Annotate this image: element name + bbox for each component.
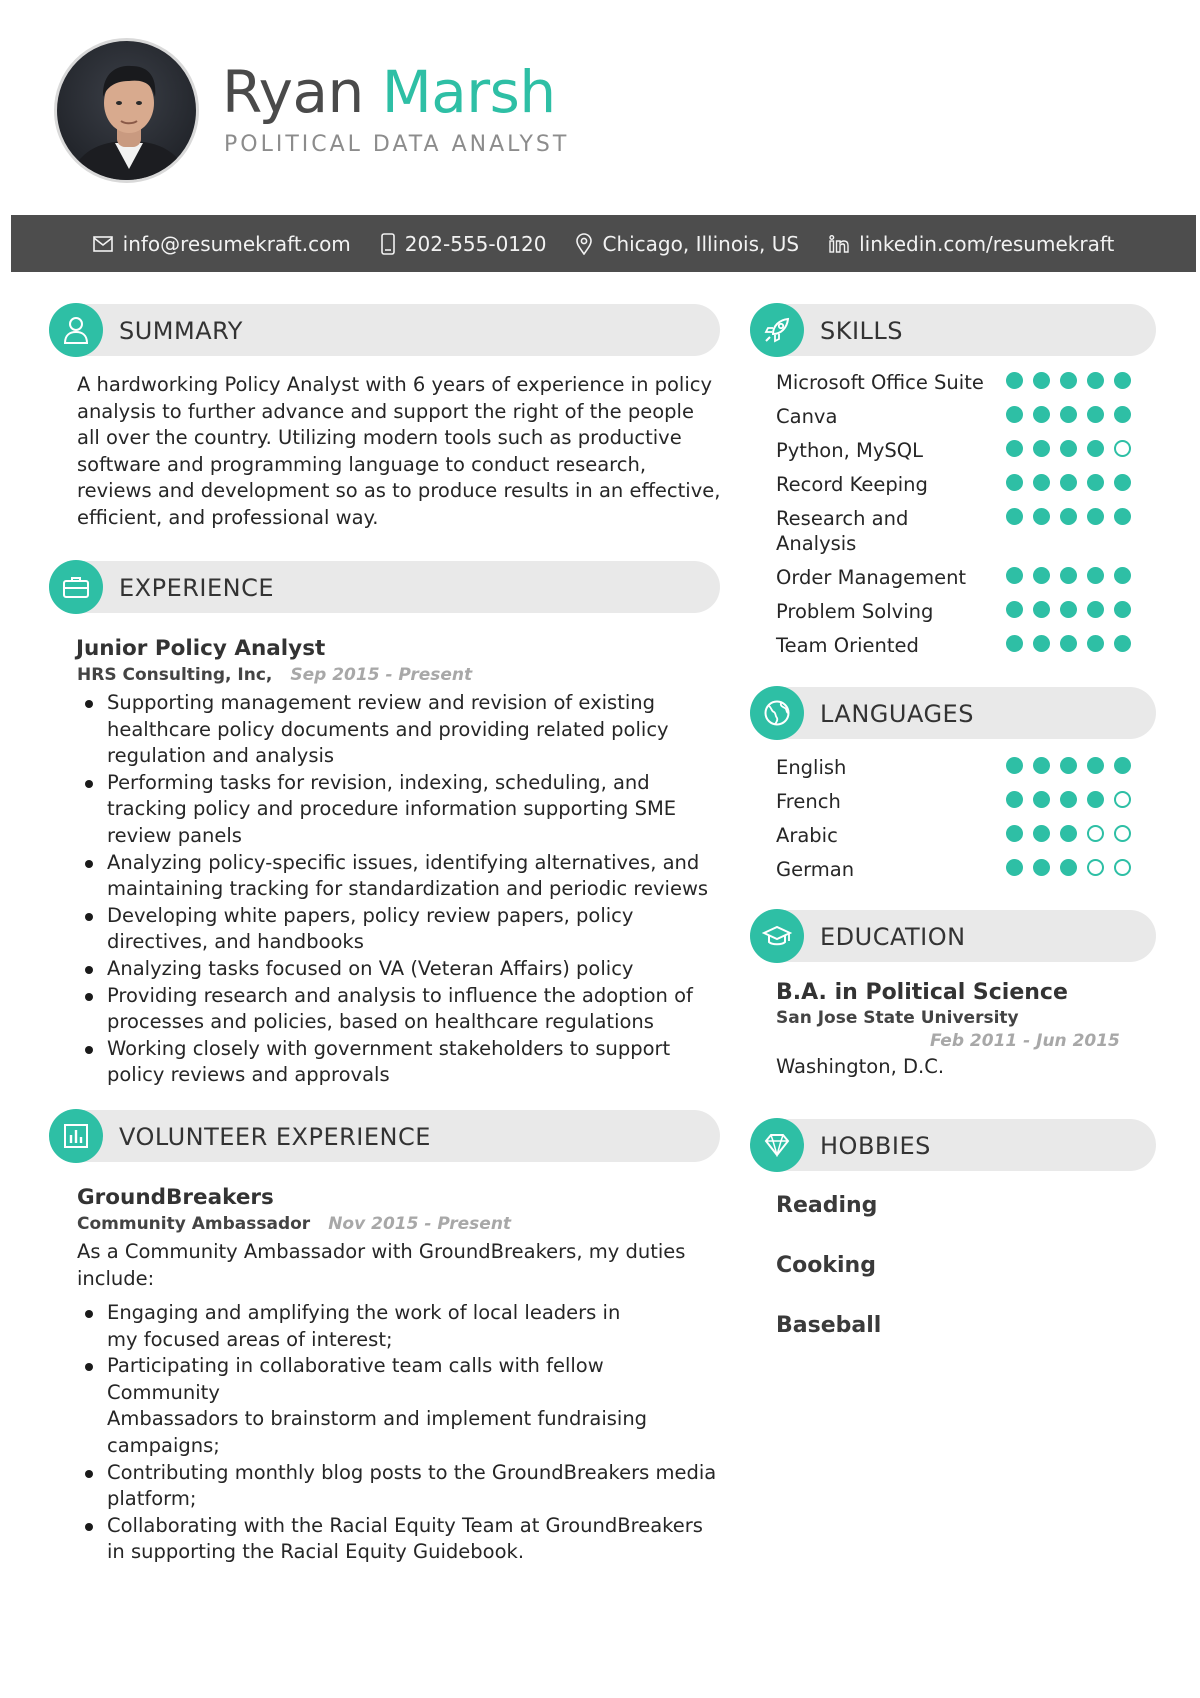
bullet-item [79, 956, 719, 983]
bullet-line: Ambassadors to brainstorm and implement fundraising [107, 1407, 648, 1431]
volunteer-intro-line: include: [77, 1266, 155, 1290]
education-heading [750, 910, 1156, 962]
email-text: info@resumekraft.com [122, 231, 351, 256]
skills-heading [750, 304, 1156, 356]
bullet-item [79, 1513, 719, 1566]
volunteer-dates: Nov 2015 - Present [328, 1214, 512, 1234]
summary-line: software and programming language to conduct research, [77, 452, 647, 476]
rating-dot-filled [1006, 474, 1023, 491]
linkedin-text: linkedin.com/resumekraft [859, 231, 1115, 256]
volunteer-title: VOLUNTEER EXPERIENCE [119, 1123, 431, 1151]
languages-rating-dots [1006, 791, 1131, 808]
skills-rating-dots [1006, 635, 1131, 652]
skills-row [776, 506, 1131, 556]
rating-dot-empty [1114, 859, 1131, 876]
summary-line: reviews and development so as to produce results in an effective, [77, 479, 721, 502]
rating-dot-filled [1087, 508, 1104, 525]
languages-row [776, 823, 1131, 848]
skills-rating-dots [1006, 372, 1131, 389]
bullet-line: in supporting the Racial Equity Guidebook. [107, 1540, 525, 1564]
bullet-item [79, 1353, 719, 1459]
bullet-line: campaigns; [107, 1433, 220, 1457]
skills-label [776, 370, 986, 395]
experience-dates: Sep 2015 - Present [290, 665, 473, 685]
phone-text: 202-555-0120 [404, 231, 547, 256]
hobbies-title: HOBBIES [820, 1132, 931, 1160]
rating-dot-filled [1060, 474, 1077, 491]
profile-photo [54, 38, 199, 183]
experience-org-line [77, 665, 472, 685]
summary-icon-badge [49, 303, 103, 357]
bullet-line: policy reviews and approvals [107, 1063, 390, 1087]
map-pin-icon [576, 233, 592, 255]
languages-rating-dots [1006, 825, 1131, 842]
bullet-line: maintaining tracking for standardization and periodic reviews [107, 877, 709, 901]
rating-dot-filled [1006, 567, 1023, 584]
contact-location [576, 232, 799, 256]
skills-title: SKILLS [820, 317, 904, 345]
experience-bullet-list [79, 690, 719, 1089]
bullet-line: directives, and handbooks [107, 930, 364, 954]
rating-dot-filled [1033, 859, 1050, 876]
contact-linkedin[interactable] [829, 232, 1114, 256]
rating-dot-filled [1006, 508, 1023, 525]
education-location: Washington, D.C. [776, 1055, 945, 1078]
skills-row [776, 404, 1131, 429]
education-title: EDUCATION [820, 923, 966, 951]
skills-rating-dots [1006, 508, 1131, 525]
briefcase-icon [62, 575, 90, 599]
summary-heading [49, 304, 720, 356]
bullet-line: Performing tasks for revision, indexing, scheduling, and [107, 770, 650, 794]
envelope-icon [93, 236, 113, 252]
rating-dot-filled [1060, 635, 1077, 652]
bullet-line: Analyzing policy-specific issues, identifying alternatives, and [107, 850, 700, 874]
skills-label [776, 438, 986, 463]
resume-header [0, 0, 1200, 215]
skills-label [776, 404, 986, 429]
skills-row [776, 633, 1131, 658]
volunteer-bullet-list [79, 1300, 719, 1566]
languages-label-line: German [776, 858, 855, 881]
rating-dot-filled [1087, 440, 1104, 457]
last-name: Marsh [381, 58, 556, 126]
skills-row [776, 565, 1131, 590]
skills-label-line: Canva [776, 405, 838, 428]
volunteer-intro-line: As a Community Ambassador with GroundBreakers, my duties [77, 1240, 686, 1263]
bullet-line: Contributing monthly blog posts to the GroundBreakers media [107, 1460, 717, 1484]
experience-company: HRS Consulting, Inc, [77, 665, 273, 685]
rating-dot-filled [1087, 372, 1104, 389]
bullet-line: Providing research and analysis to influence the adoption of [107, 983, 693, 1007]
location-text: Chicago, Illinois, US [602, 231, 800, 256]
education-dates: Feb 2011 - Jun 2015 [930, 1031, 1120, 1051]
bullet-line: processes and policies, based on healthcare regulations [107, 1010, 654, 1034]
rating-dot-filled [1033, 635, 1050, 652]
summary-title: SUMMARY [119, 317, 243, 345]
phone-icon [381, 233, 395, 255]
graduation-cap-icon [762, 924, 792, 948]
skills-row [776, 438, 1131, 463]
rating-dot-filled [1114, 372, 1131, 389]
experience-heading [49, 561, 720, 613]
rocket-icon [763, 316, 791, 344]
rating-dot-filled [1033, 601, 1050, 618]
bullet-line: Developing white papers, policy review papers, policy [107, 903, 634, 927]
rating-dot-filled [1033, 567, 1050, 584]
education-icon-badge [750, 909, 804, 963]
bullet-line: regulation and analysis [107, 744, 335, 768]
languages-title: LANGUAGES [820, 700, 974, 728]
summary-line: all over the country. Utilizing modern tools such as productive [77, 426, 682, 449]
languages-label [776, 857, 986, 882]
rating-dot-filled [1114, 757, 1131, 774]
rating-dot-filled [1060, 757, 1077, 774]
rating-dot-filled [1033, 825, 1050, 842]
skills-row [776, 599, 1131, 624]
bullet-item [79, 850, 719, 903]
skills-label-line: Analysis [776, 532, 857, 555]
volunteer-org-line [77, 1214, 511, 1234]
summary-line: analysis to further advance and support the right of the people [77, 399, 694, 423]
summary-line: efficient, and professional way. [77, 505, 379, 529]
hobby-item: Baseball [776, 1313, 882, 1338]
skills-label [776, 565, 986, 590]
volunteer-org: GroundBreakers [77, 1185, 274, 1210]
skills-label [776, 506, 986, 556]
rating-dot-filled [1060, 791, 1077, 808]
skills-row [776, 472, 1131, 497]
languages-row [776, 789, 1131, 814]
rating-dot-filled [1006, 601, 1023, 618]
rating-dot-empty [1114, 791, 1131, 808]
rating-dot-filled [1114, 601, 1131, 618]
rating-dot-filled [1114, 567, 1131, 584]
rating-dot-filled [1114, 508, 1131, 525]
chart-icon [63, 1123, 89, 1149]
rating-dot-filled [1060, 406, 1077, 423]
skills-label [776, 633, 986, 658]
experience-role: Junior Policy Analyst [76, 636, 326, 661]
skills-rating-dots [1006, 440, 1131, 457]
languages-label [776, 789, 986, 814]
languages-label [776, 755, 986, 780]
rating-dot-filled [1087, 474, 1104, 491]
summary-line: A hardworking Policy Analyst with 6 years of experience in policy [77, 373, 713, 396]
rating-dot-filled [1060, 567, 1077, 584]
skills-rating-dots [1006, 406, 1131, 423]
rating-dot-filled [1060, 508, 1077, 525]
languages-heading [750, 687, 1156, 739]
rating-dot-empty [1087, 825, 1104, 842]
volunteer-intro [77, 1239, 685, 1292]
bullet-line: tracking policy and procedure information supporting SME [107, 797, 677, 821]
first-name: Ryan [222, 58, 364, 126]
rating-dot-filled [1087, 601, 1104, 618]
rating-dot-filled [1060, 859, 1077, 876]
bullet-line: Participating in collaborative team calls with fellow Community [107, 1354, 604, 1404]
bullet-item [79, 903, 719, 956]
languages-icon-badge [750, 686, 804, 740]
rating-dot-filled [1006, 757, 1023, 774]
languages-label-line: Arabic [776, 824, 838, 847]
bullet-line: review panels [107, 823, 242, 847]
languages-rating-dots [1006, 757, 1131, 774]
rating-dot-filled [1033, 474, 1050, 491]
linkedin-icon [829, 235, 849, 253]
rating-dot-filled [1006, 406, 1023, 423]
languages-label [776, 823, 986, 848]
bullet-item [79, 770, 719, 850]
rating-dot-filled [1033, 757, 1050, 774]
rating-dot-filled [1033, 508, 1050, 525]
skills-label-line: Record Keeping [776, 473, 928, 496]
skills-rating-dots [1006, 567, 1131, 584]
rating-dot-empty [1087, 859, 1104, 876]
user-icon [63, 316, 89, 344]
rating-dot-filled [1060, 825, 1077, 842]
rating-dot-filled [1006, 825, 1023, 842]
bullet-item [79, 1300, 719, 1353]
contact-phone[interactable] [381, 232, 547, 256]
rating-dot-filled [1060, 440, 1077, 457]
skills-rating-dots [1006, 601, 1131, 618]
hobby-item: Reading [776, 1193, 878, 1218]
rating-dot-filled [1087, 635, 1104, 652]
bullet-line: Collaborating with the Racial Equity Team at GroundBreakers [107, 1513, 703, 1537]
rating-dot-filled [1087, 567, 1104, 584]
rating-dot-filled [1087, 757, 1104, 774]
summary-text [77, 372, 720, 531]
skills-icon-badge [750, 303, 804, 357]
skills-label-line: Microsoft Office Suite [776, 371, 984, 394]
job-title: POLITICAL DATA ANALYST [224, 132, 570, 157]
rating-dot-filled [1114, 635, 1131, 652]
bullet-item [79, 1036, 719, 1089]
rating-dot-filled [1060, 372, 1077, 389]
rating-dot-filled [1087, 791, 1104, 808]
diamond-icon [763, 1133, 791, 1157]
rating-dot-empty [1114, 440, 1131, 457]
skills-label-line: Problem Solving [776, 600, 934, 623]
bullet-line: Engaging and amplifying the work of local leaders in [107, 1301, 621, 1324]
bullet-line: Supporting management review and revision of existing [107, 691, 656, 714]
hobbies-icon-badge [750, 1118, 804, 1172]
rating-dot-filled [1033, 440, 1050, 457]
volunteer-role: Community Ambassador [77, 1214, 311, 1234]
skills-label-line: Python, MySQL [776, 439, 923, 462]
skills-rating-dots [1006, 474, 1131, 491]
skills-label [776, 472, 986, 497]
languages-row [776, 857, 1131, 882]
contact-email[interactable] [93, 232, 351, 256]
rating-dot-filled [1114, 406, 1131, 423]
bullet-line: my focused areas of interest; [107, 1327, 393, 1351]
bullet-item [79, 983, 719, 1036]
education-degree: B.A. in Political Science [776, 980, 1068, 1005]
bullet-item [79, 1460, 719, 1513]
hobbies-heading [750, 1119, 1156, 1171]
volunteer-heading [49, 1110, 720, 1162]
bullet-line: healthcare policy documents and providing related policy [107, 717, 669, 741]
globe-icon [763, 699, 791, 727]
languages-row [776, 755, 1131, 780]
rating-dot-filled [1006, 372, 1023, 389]
languages-label-line: English [776, 756, 847, 779]
rating-dot-filled [1006, 440, 1023, 457]
rating-dot-filled [1114, 474, 1131, 491]
bullet-line: Working closely with government stakeholders to support [107, 1036, 671, 1060]
rating-dot-filled [1006, 859, 1023, 876]
languages-label-line: French [776, 790, 841, 813]
skills-label [776, 599, 986, 624]
portrait-icon [57, 41, 199, 183]
rating-dot-filled [1033, 372, 1050, 389]
contact-bar [11, 215, 1196, 272]
skills-label-line: Research and [776, 507, 909, 530]
volunteer-icon-badge [49, 1109, 103, 1163]
rating-dot-filled [1033, 406, 1050, 423]
rating-dot-filled [1006, 635, 1023, 652]
experience-title: EXPERIENCE [119, 574, 275, 602]
rating-dot-filled [1087, 406, 1104, 423]
bullet-line: Analyzing tasks focused on VA (Veteran Affairs) policy [107, 956, 634, 980]
bullet-item [79, 690, 719, 770]
rating-dot-filled [1060, 601, 1077, 618]
rating-dot-empty [1114, 825, 1131, 842]
hobby-item: Cooking [776, 1253, 876, 1278]
skills-row [776, 370, 1131, 395]
education-school: San Jose State University [776, 1008, 1019, 1028]
skills-label-line: Team Oriented [776, 634, 919, 657]
rating-dot-filled [1033, 791, 1050, 808]
languages-rating-dots [1006, 859, 1131, 876]
bullet-line: platform; [107, 1487, 197, 1511]
skills-label-line: Order Management [776, 566, 967, 589]
candidate-name [222, 58, 556, 126]
rating-dot-filled [1006, 791, 1023, 808]
experience-icon-badge [49, 560, 103, 614]
